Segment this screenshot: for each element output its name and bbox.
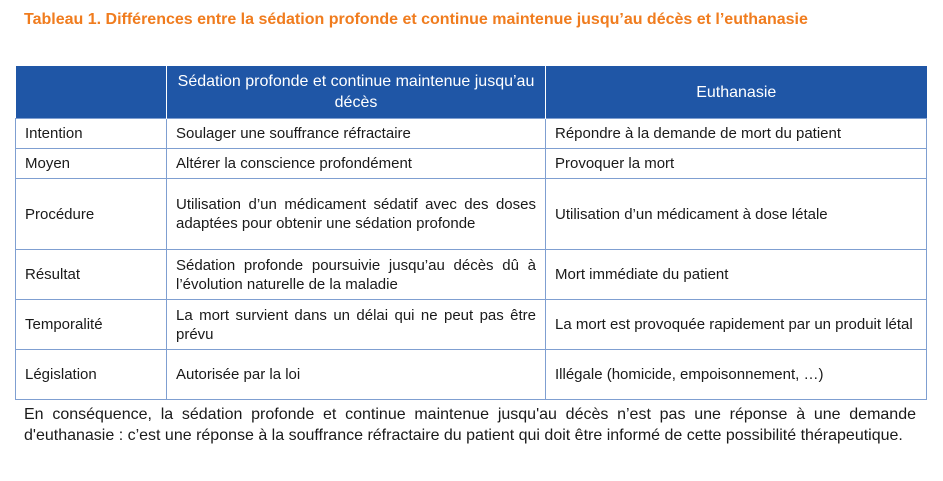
cell-sedation: La mort survient dans un délai qui ne peut pas être prévu xyxy=(167,300,546,350)
row-label: Intention xyxy=(16,119,167,149)
row-label: Législation xyxy=(16,350,167,400)
table-title: Tableau 1. Différences entre la sédation profonde et continue maintenue jusqu’au décès et l’euthanasie xyxy=(24,11,808,28)
cell-sedation: Soulager une souffrance réfractaire xyxy=(167,119,546,149)
table-row xyxy=(16,350,927,400)
cell-sedation: Utilisation d’un médicament sédatif avec des doses adaptées pour obtenir une sédation profonde xyxy=(167,179,546,250)
row-label: Temporalité xyxy=(16,300,167,350)
row-label: Procédure xyxy=(16,179,167,250)
comparison-table xyxy=(15,66,927,400)
cell-sedation: Sédation profonde poursuivie jusqu’au décès dû à l’évolution naturelle de la maladie xyxy=(167,250,546,300)
conclusion-paragraph: En conséquence, la sédation profonde et continue maintenue jusqu'au décès n’est pas une réponse à une demande d'euthanasie : c’est une réponse à la souffrance réfractaire du patient qui doit être informé de cette possibilité thérapeutique. xyxy=(24,406,916,444)
header-empty xyxy=(16,66,167,119)
table-row xyxy=(16,179,927,250)
cell-euthanasie: Provoquer la mort xyxy=(546,149,927,179)
header-sedation: Sédation profonde et continue maintenue jusqu’au décès xyxy=(167,66,546,119)
row-label: Résultat xyxy=(16,250,167,300)
table-row xyxy=(16,300,927,350)
cell-euthanasie: Illégale (homicide, empoisonnement, …) xyxy=(546,350,927,400)
cell-sedation: Autorisée par la loi xyxy=(167,350,546,400)
cell-sedation: Altérer la conscience profondément xyxy=(167,149,546,179)
header-euthanasie: Euthanasie xyxy=(546,66,927,119)
cell-euthanasie: Répondre à la demande de mort du patient xyxy=(546,119,927,149)
cell-euthanasie: Utilisation d’un médicament à dose létale xyxy=(546,179,927,250)
table-row xyxy=(16,119,927,149)
row-label: Moyen xyxy=(16,149,167,179)
cell-euthanasie: La mort est provoquée rapidement par un produit létal xyxy=(546,300,927,350)
table-row xyxy=(16,250,927,300)
cell-euthanasie: Mort immédiate du patient xyxy=(546,250,927,300)
table-row xyxy=(16,149,927,179)
table-header-row xyxy=(16,66,927,119)
